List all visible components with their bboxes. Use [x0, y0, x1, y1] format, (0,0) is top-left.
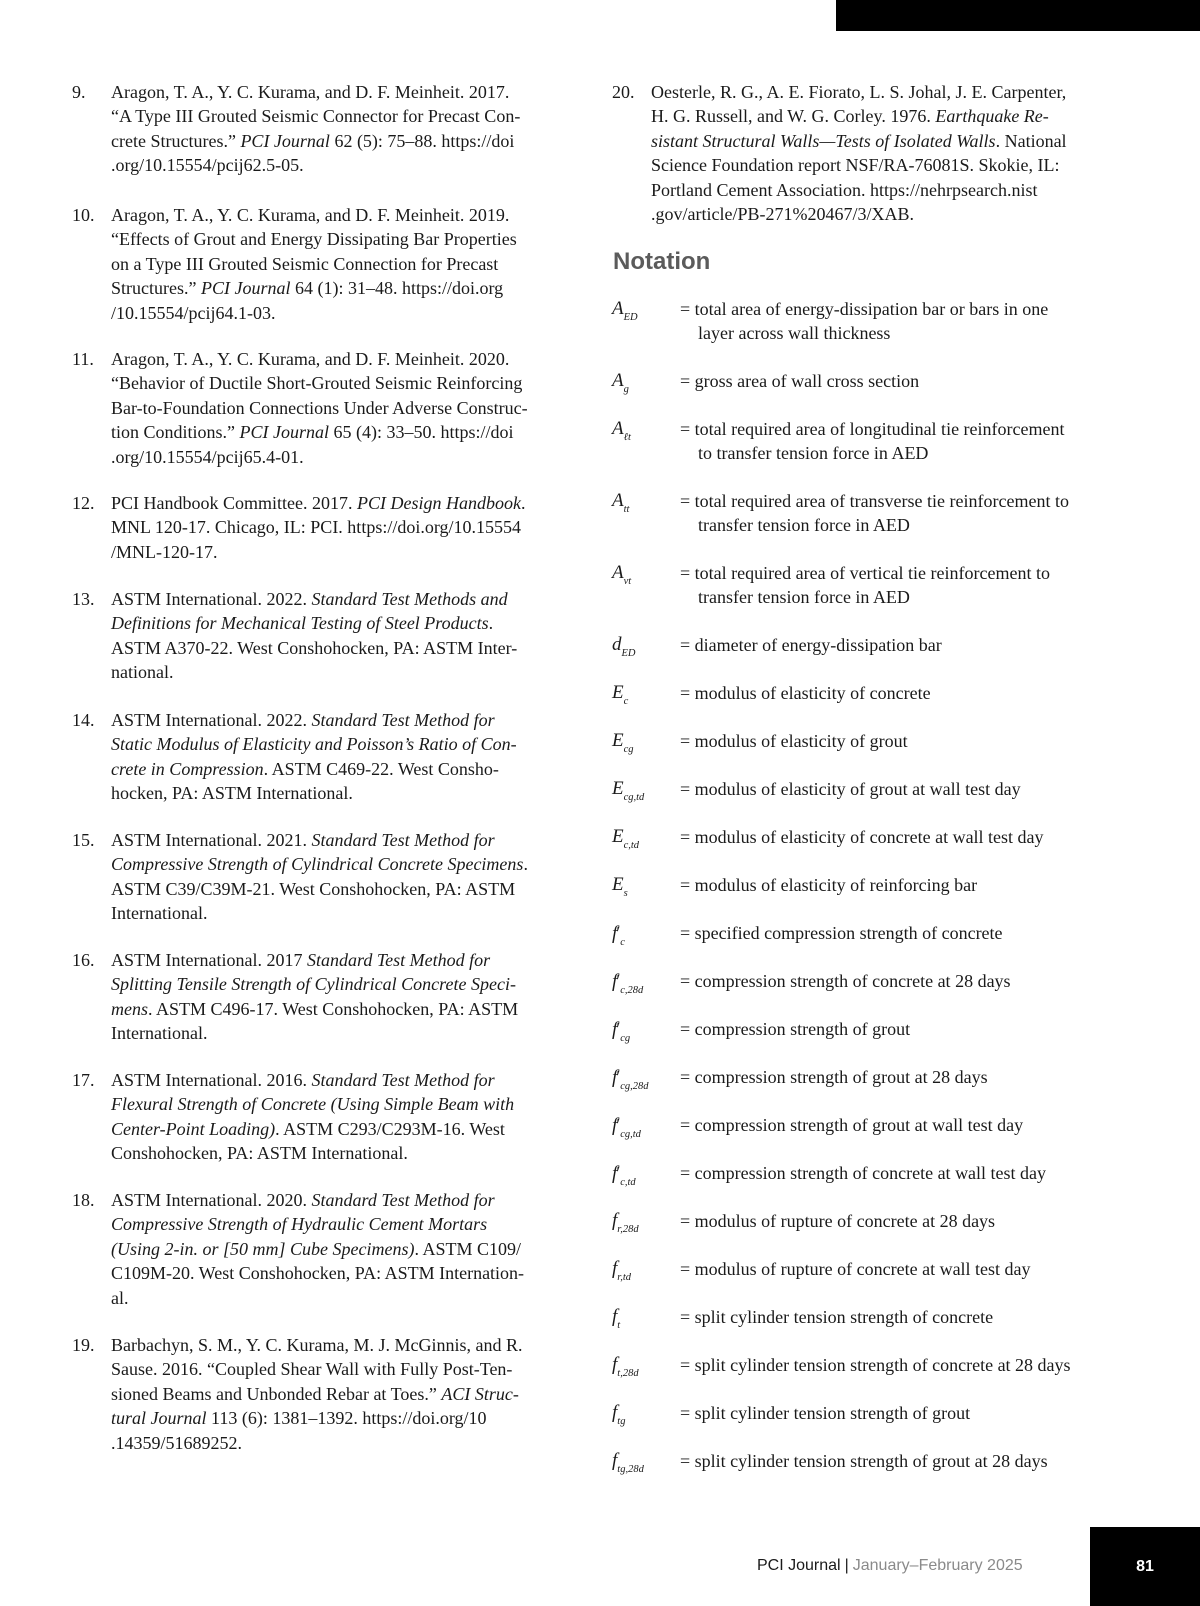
- reference-number: 15.: [72, 830, 95, 850]
- reference-plain-text: . ASTM C109/: [414, 1238, 521, 1259]
- notation-symbol: [612, 1305, 620, 1338]
- reference-plain-text: 64 (1): 31–48. https://doi.org: [290, 278, 504, 299]
- notation-symbol: [612, 921, 625, 955]
- reference-line: [111, 227, 592, 251]
- symbol-subscript: cg,td: [620, 1129, 641, 1140]
- symbol-base: f: [612, 1067, 618, 1088]
- reference-plain-text: ASTM International. 2016.: [111, 1070, 312, 1090]
- reference-plain-text: Conshohocken, PA: ASTM International.: [111, 1143, 408, 1164]
- notation-definition: [680, 1401, 1140, 1425]
- reference-italic-text: Standard Test Method for: [306, 950, 491, 970]
- reference-italic-text: sistant Structural Walls—Tests of Isolated Walls: [651, 130, 996, 151]
- reference-line: [111, 708, 592, 732]
- definition-line: = total required area of vertical tie reinforcement to: [680, 563, 1050, 583]
- reference-line: [111, 515, 592, 539]
- symbol-prime: ′: [616, 1067, 621, 1087]
- notation-definition: [680, 1305, 1140, 1329]
- notation-symbol: [612, 489, 629, 522]
- reference-line: [111, 636, 592, 660]
- reference-plain-text: Sause. 2016. “Coupled Shear Wall with Fully Post-Ten-: [111, 1359, 513, 1380]
- reference-line: [111, 1068, 592, 1092]
- symbol-base: f: [612, 1258, 618, 1279]
- reference-plain-text: MNL 120-17. Chicago, IL: PCI. https://doi.org/10.15554: [111, 517, 521, 538]
- definition-line: = total required area of longitudinal tie reinforcement: [680, 419, 1065, 439]
- symbol-subscript: r,td: [617, 1272, 631, 1283]
- symbol-subscript: t: [617, 1320, 621, 1331]
- reference-plain-text: ASTM International. 2021.: [111, 830, 312, 850]
- definition-line: = modulus of elasticity of reinforcing bar: [680, 875, 978, 895]
- symbol-subscript: tt: [623, 504, 630, 515]
- symbol-prime: ′: [616, 1115, 621, 1135]
- reference-item: [72, 1068, 592, 1166]
- symbol-subscript: tg: [617, 1416, 626, 1427]
- reference-plain-text: .org/10.15554/pcij62.5-05.: [111, 155, 304, 176]
- reference-italic-text: Standard Test Method for: [311, 1190, 495, 1210]
- reference-plain-text: Barbachyn, S. M., Y. C. Kurama, M. J. McGinnis, and R.: [111, 1335, 523, 1355]
- reference-line: [111, 1406, 592, 1430]
- symbol-subscript: ED: [623, 312, 638, 323]
- notation-symbol: [612, 681, 628, 714]
- reference-item: [72, 948, 592, 1046]
- reference-item: [612, 80, 1132, 226]
- reference-line: [111, 997, 592, 1021]
- notation-definition: [680, 969, 1140, 993]
- definition-line: = split cylinder tension strength of concrete at 28 days: [680, 1355, 1071, 1375]
- reference-italic-text: Compressive Strength of Hydraulic Cement Mortars: [111, 1214, 488, 1235]
- reference-line: [111, 1382, 592, 1406]
- reference-text: [72, 708, 592, 806]
- reference-item: [72, 708, 592, 806]
- reference-line: [111, 276, 592, 300]
- reference-plain-text: . ASTM C293/C293M-16. West: [275, 1118, 505, 1139]
- symbol-base: E: [612, 730, 624, 751]
- notation-definition: [680, 1161, 1140, 1185]
- reference-line: [111, 877, 592, 901]
- notation-definition: [680, 297, 1140, 346]
- reference-plain-text: /MNL-120-17.: [111, 541, 218, 562]
- reference-plain-text: Science Foundation report NSF/RA-76081S. Skokie, IL:: [651, 155, 1060, 176]
- page-number: 81: [1136, 1557, 1154, 1575]
- reference-plain-text: .: [520, 493, 526, 513]
- page-number-box: [1090, 1527, 1200, 1606]
- reference-line: [111, 347, 592, 371]
- reference-plain-text: 113 (6): 1381–1392. https://doi.org/10: [206, 1408, 487, 1429]
- reference-line: [111, 1188, 592, 1212]
- notation-symbol: [612, 1161, 636, 1195]
- reference-text: [72, 491, 592, 564]
- symbol-base: E: [612, 778, 624, 799]
- notation-symbol: [612, 561, 631, 594]
- notation-symbol: [612, 777, 644, 810]
- definition-line: = total required area of transverse tie reinforcement to: [680, 491, 1069, 511]
- symbol-base: f: [612, 1210, 618, 1231]
- symbol-base: E: [612, 874, 624, 895]
- definition-line: = compression strength of concrete at wall test day: [680, 1163, 1047, 1183]
- reference-plain-text: .: [488, 613, 494, 634]
- reference-line: [651, 80, 1132, 104]
- symbol-subscript: ℓt: [623, 432, 631, 443]
- reference-italic-text: Earthquake Re-: [935, 106, 1049, 127]
- reference-plain-text: “A Type III Grouted Seismic Connector for Precast Con-: [111, 106, 521, 127]
- reference-line: [111, 757, 592, 781]
- reference-number: 14.: [72, 710, 95, 730]
- symbol-subscript: r,28d: [617, 1224, 639, 1235]
- footer-issue: January–February 2025: [852, 1557, 1023, 1574]
- reference-text: [72, 347, 592, 469]
- notation-symbol: [612, 1449, 644, 1482]
- symbol-subscript: tg,28d: [617, 1464, 644, 1475]
- reference-line: [111, 1261, 592, 1285]
- notation-definition: [680, 489, 1140, 538]
- reference-line: [111, 540, 592, 564]
- reference-plain-text: “Behavior of Ductile Short-Grouted Seismic Reinforcing: [111, 373, 523, 394]
- reference-text: [72, 1068, 592, 1166]
- notation-symbol: [612, 1353, 639, 1386]
- symbol-base: f: [612, 1163, 618, 1184]
- notation-definition: [680, 777, 1140, 801]
- reference-italic-text: crete in Compression: [111, 758, 264, 779]
- symbol-subscript: cg: [623, 744, 634, 755]
- notation-symbol: [612, 873, 628, 906]
- notation-definition: [680, 1017, 1140, 1041]
- notation-symbol: [612, 297, 638, 330]
- reference-number: 20.: [612, 82, 635, 102]
- reference-text: [72, 587, 592, 685]
- notation-definition: [680, 369, 1140, 393]
- symbol-base: A: [612, 490, 624, 511]
- reference-plain-text: ASTM C39/C39M-21. West Conshohocken, PA: ASTM: [111, 878, 516, 899]
- reference-text: [72, 1333, 592, 1455]
- notation-symbol: [612, 1017, 630, 1051]
- definition-line: layer across wall thickness: [698, 323, 891, 344]
- symbol-subscript: t,28d: [617, 1368, 639, 1379]
- reference-line: [111, 203, 592, 227]
- symbol-base: f: [612, 971, 618, 992]
- reference-line: [111, 80, 592, 104]
- reference-line: [111, 153, 592, 177]
- symbol-prime: ′: [616, 923, 621, 943]
- definition-line: = modulus of elasticity of concrete at wall test day: [680, 827, 1044, 847]
- definition-line: = split cylinder tension strength of grout at 28 days: [680, 1451, 1048, 1471]
- reference-italic-text: tural Journal: [111, 1408, 207, 1429]
- definition-line: = specified compression strength of concrete: [680, 923, 1003, 943]
- reference-line: [111, 1021, 592, 1045]
- notation-symbol: [612, 1257, 631, 1290]
- symbol-subscript: g: [623, 384, 629, 395]
- reference-item: [72, 1188, 592, 1310]
- reference-text: [72, 80, 592, 178]
- symbol-prime: ′: [616, 1019, 621, 1039]
- reference-italic-text: Standard Test Method for: [311, 1070, 495, 1090]
- symbol-subscript: cg: [620, 1033, 631, 1044]
- notation-symbol: [612, 1113, 641, 1147]
- notation-symbol: [612, 633, 636, 666]
- reference-line: [111, 852, 592, 876]
- reference-line: [111, 972, 592, 996]
- reference-text: [72, 203, 592, 325]
- reference-italic-text: Compressive Strength of Cylindrical Concrete Specimens: [111, 854, 524, 875]
- symbol-base: E: [612, 826, 624, 847]
- reference-line: [111, 732, 592, 756]
- definition-line: transfer tension force in AED: [698, 587, 910, 608]
- reference-line: [111, 129, 592, 153]
- symbol-subscript: c: [620, 937, 625, 948]
- symbol-base: f: [612, 1019, 618, 1040]
- symbol-base: f: [612, 1354, 618, 1375]
- reference-plain-text: ASTM International. 2022.: [111, 710, 312, 730]
- reference-number: 17.: [72, 1070, 95, 1090]
- reference-plain-text: Aragon, T. A., Y. C. Kurama, and D. F. Meinheit. 2019.: [111, 205, 510, 225]
- reference-line: [651, 202, 1132, 226]
- reference-item: [72, 587, 592, 685]
- definition-line: = modulus of rupture of concrete at 28 days: [680, 1211, 996, 1231]
- reference-italic-text: PCI Journal: [200, 278, 291, 299]
- reference-plain-text: crete Structures.”: [111, 130, 241, 151]
- reference-plain-text: 65 (4): 33–50. https://doi: [329, 422, 514, 443]
- definition-line: = split cylinder tension strength of grout: [680, 1403, 971, 1423]
- footer: [757, 1557, 1023, 1575]
- reference-item: [72, 80, 592, 178]
- reference-italic-text: Flexural Strength of Concrete (Using Simple Beam with: [111, 1094, 515, 1115]
- definition-line: = modulus of rupture of concrete at wall test day: [680, 1259, 1031, 1279]
- reference-italic-text: mens: [111, 998, 148, 1019]
- reference-plain-text: hocken, PA: ASTM International.: [111, 783, 353, 804]
- reference-plain-text: International.: [111, 903, 208, 924]
- reference-plain-text: PCI Handbook Committee. 2017.: [111, 493, 357, 513]
- reference-line: [111, 420, 592, 444]
- notation-heading: Notation: [613, 248, 711, 275]
- definition-line: = modulus of elasticity of concrete: [680, 683, 931, 703]
- notation-definition: [680, 921, 1140, 945]
- notation-definition: [680, 417, 1140, 466]
- reference-line: [111, 1237, 592, 1261]
- notation-definition: [680, 1209, 1140, 1233]
- reference-italic-text: Standard Test Methods and: [311, 589, 508, 609]
- reference-plain-text: . ASTM C469-22. West Consho-: [263, 758, 499, 779]
- reference-plain-text: ASTM International. 2020.: [111, 1190, 312, 1210]
- reference-plain-text: C109M-20. West Conshohocken, PA: ASTM Internation-: [111, 1263, 525, 1284]
- reference-number: 12.: [72, 493, 95, 513]
- reference-italic-text: (Using 2-in. or [50 mm] Cube Specimens): [111, 1238, 415, 1259]
- definition-line: to transfer tension force in AED: [698, 443, 929, 464]
- reference-line: [111, 1431, 592, 1455]
- reference-plain-text: ASTM International. 2022.: [111, 589, 312, 609]
- notation-symbol: [612, 729, 634, 762]
- reference-item: [72, 203, 592, 325]
- reference-number: 19.: [72, 1335, 95, 1355]
- symbol-prime: ′: [616, 1163, 621, 1183]
- symbol-subscript: vt: [623, 576, 632, 587]
- notation-symbol: [612, 1401, 625, 1434]
- reference-plain-text: 62 (5): 75–88. https://doi: [329, 130, 515, 151]
- definition-line: = compression strength of grout at 28 days: [680, 1067, 988, 1087]
- reference-plain-text: Structures.”: [111, 278, 201, 299]
- reference-line: [111, 445, 592, 469]
- reference-plain-text: . ASTM C496-17. West Conshohocken, PA: ASTM: [148, 998, 519, 1019]
- reference-line: [111, 660, 592, 684]
- reference-plain-text: Portland Cement Association. https://nehrpsearch.nist: [651, 179, 1038, 200]
- reference-plain-text: al.: [111, 1287, 129, 1308]
- reference-italic-text: Splitting Tensile Strength of Cylindrical Concrete Speci-: [111, 974, 516, 995]
- notation-definition: [680, 1353, 1140, 1377]
- symbol-subscript: s: [623, 888, 628, 899]
- definition-line: = gross area of wall cross section: [680, 371, 920, 391]
- reference-line: [111, 371, 592, 395]
- symbol-base: f: [612, 1115, 618, 1136]
- reference-number: 13.: [72, 589, 95, 609]
- symbol-subscript: cg,28d: [620, 1081, 649, 1092]
- symbol-subscript: cg,td: [623, 792, 645, 803]
- symbol-base: f: [612, 1402, 618, 1423]
- notation-symbol: [612, 969, 643, 1003]
- reference-italic-text: Standard Test Method for: [311, 710, 495, 730]
- reference-plain-text: International.: [111, 1023, 208, 1044]
- reference-text: [72, 1188, 592, 1310]
- notation-symbol: [612, 369, 629, 402]
- reference-line: [111, 1212, 592, 1236]
- definition-line: transfer tension force in AED: [698, 515, 910, 536]
- symbol-base: f: [612, 1306, 618, 1327]
- reference-number: 9.: [72, 82, 86, 102]
- symbol-base: f: [612, 923, 618, 944]
- definition-line: = compression strength of concrete at 28 days: [680, 971, 1011, 991]
- reference-plain-text: sioned Beams and Unbonded Rebar at Toes.”: [111, 1383, 442, 1404]
- reference-line: [111, 1117, 592, 1141]
- reference-italic-text: PCI Journal: [239, 422, 330, 443]
- notation-definition: [680, 729, 1140, 753]
- notation-definition: [680, 561, 1140, 610]
- reference-line: [651, 129, 1132, 153]
- reference-number: 10.: [72, 205, 95, 225]
- reference-item: [72, 1333, 592, 1455]
- reference-item: [72, 347, 592, 469]
- reference-line: [111, 611, 592, 635]
- reference-plain-text: ASTM A370-22. West Conshohocken, PA: ASTM Inter-: [111, 637, 518, 658]
- reference-line: [111, 828, 592, 852]
- definition-line: = split cylinder tension strength of concrete: [680, 1307, 994, 1327]
- symbol-base: A: [612, 418, 624, 439]
- reference-italic-text: Center-Point Loading): [111, 1118, 276, 1139]
- reference-italic-text: Static Modulus of Elasticity and Poisson’s Ratio of Con-: [111, 734, 517, 755]
- reference-italic-text: PCI Journal: [240, 130, 330, 151]
- reference-plain-text: H. G. Russell, and W. G. Corley. 1976.: [651, 106, 936, 127]
- symbol-base: d: [612, 634, 622, 655]
- symbol-base: f: [612, 1450, 618, 1471]
- reference-text: [72, 828, 592, 926]
- reference-line: [111, 104, 592, 128]
- notation-definition: [680, 1113, 1140, 1137]
- notation-definition: [680, 1257, 1140, 1281]
- reference-plain-text: .14359/51689252.: [111, 1432, 243, 1453]
- symbol-subscript: c,td: [620, 1177, 636, 1188]
- symbol-subscript: c,td: [623, 840, 640, 851]
- reference-line: [111, 948, 592, 972]
- reference-line: [111, 1092, 592, 1116]
- reference-line: [111, 587, 592, 611]
- notation-definition: [680, 633, 1140, 657]
- notation-definition: [680, 1449, 1140, 1473]
- reference-plain-text: Bar-to-Foundation Connections Under Adverse Construc-: [111, 397, 528, 418]
- reference-plain-text: . National: [995, 130, 1067, 151]
- symbol-subscript: c: [623, 696, 629, 707]
- reference-plain-text: .gov/article/PB-271%20467/3/XAB.: [651, 204, 914, 225]
- reference-item: [72, 491, 592, 564]
- reference-line: [111, 1333, 592, 1357]
- definition-line: = modulus of elasticity of grout: [680, 731, 908, 751]
- reference-text: [612, 80, 1132, 226]
- notation-definition: [680, 1065, 1140, 1089]
- notation-definition: [680, 873, 1140, 897]
- symbol-subscript: c,28d: [620, 985, 644, 996]
- reference-line: [651, 178, 1132, 202]
- reference-line: [111, 491, 592, 515]
- reference-text: [72, 948, 592, 1046]
- symbol-base: A: [612, 370, 624, 391]
- reference-italic-text: ACI Struc-: [441, 1383, 519, 1404]
- reference-plain-text: .: [523, 854, 528, 875]
- notation-definition: [680, 681, 1140, 705]
- definition-line: = total area of energy-dissipation bar or bars in one: [680, 299, 1049, 319]
- reference-plain-text: Aragon, T. A., Y. C. Kurama, and D. F. Meinheit. 2017.: [111, 82, 510, 102]
- reference-plain-text: national.: [111, 662, 174, 683]
- notation-symbol: [612, 825, 639, 858]
- reference-number: 18.: [72, 1190, 95, 1210]
- reference-line: [651, 104, 1132, 128]
- symbol-base: A: [612, 562, 624, 583]
- symbol-prime: ′: [616, 971, 621, 991]
- header-bar: [836, 0, 1200, 31]
- footer-separator: |: [844, 1557, 849, 1574]
- notation-symbol: [612, 1065, 649, 1099]
- definition-line: = compression strength of grout: [680, 1019, 911, 1039]
- reference-italic-text: Standard Test Method for: [311, 830, 495, 850]
- reference-plain-text: “Effects of Grout and Energy Dissipating Bar Properties: [111, 229, 517, 250]
- definition-line: = compression strength of grout at wall test day: [680, 1115, 1024, 1135]
- notation-definition: [680, 825, 1140, 849]
- reference-number: 16.: [72, 950, 95, 970]
- reference-line: [111, 781, 592, 805]
- reference-plain-text: on a Type III Grouted Seismic Connection for Precast: [111, 253, 499, 274]
- reference-line: [111, 1357, 592, 1381]
- reference-line: [111, 252, 592, 276]
- symbol-subscript: ED: [621, 648, 636, 659]
- definition-line: = diameter of energy-dissipation bar: [680, 635, 942, 655]
- reference-line: [111, 301, 592, 325]
- reference-line: [111, 1286, 592, 1310]
- definition-line: = modulus of elasticity of grout at wall test day: [680, 779, 1021, 799]
- symbol-base: A: [612, 298, 624, 319]
- symbol-base: E: [612, 682, 624, 703]
- reference-plain-text: /10.15554/pcij64.1-03.: [111, 302, 276, 323]
- reference-plain-text: ASTM International. 2017: [111, 950, 307, 970]
- reference-line: [111, 901, 592, 925]
- reference-plain-text: Oesterle, R. G., A. E. Fiorato, L. S. Johal, J. E. Carpenter,: [651, 82, 1067, 102]
- footer-journal-name: PCI Journal: [757, 1557, 841, 1574]
- notation-symbol: [612, 1209, 639, 1242]
- reference-italic-text: Definitions for Mechanical Testing of Steel Products: [111, 613, 489, 634]
- notation-symbol: [612, 417, 631, 450]
- reference-plain-text: tion Conditions.”: [111, 422, 240, 443]
- reference-italic-text: PCI Design Handbook: [357, 493, 521, 513]
- reference-line: [651, 153, 1132, 177]
- reference-item: [72, 828, 592, 926]
- reference-number: 11.: [72, 349, 94, 369]
- reference-plain-text: .org/10.15554/pcij65.4-01.: [111, 446, 304, 467]
- reference-plain-text: Aragon, T. A., Y. C. Kurama, and D. F. Meinheit. 2020.: [111, 349, 510, 369]
- reference-line: [111, 396, 592, 420]
- reference-line: [111, 1141, 592, 1165]
